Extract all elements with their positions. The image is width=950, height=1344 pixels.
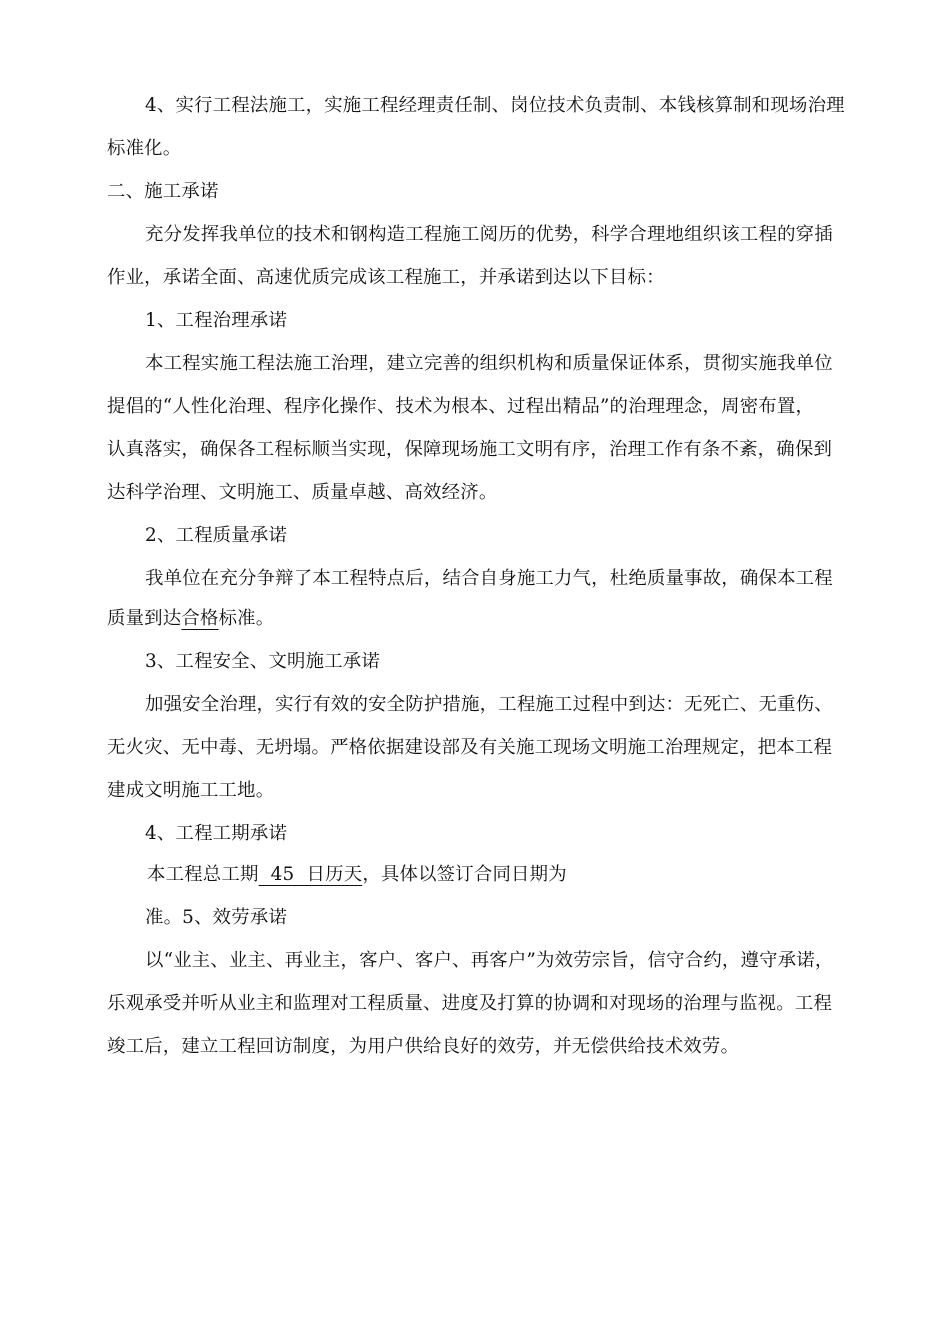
p4-heading: 4、工程工期承诺: [145, 823, 288, 844]
item4-line1: 4、实行工程法施工，实施工程经理责任制、岗位技术负责制、本钱核算制和现场治理: [145, 95, 845, 116]
p4-line2: 准。5、效劳承诺: [145, 907, 288, 928]
p3-line3: 建成文明施工工地。: [107, 780, 275, 801]
intro-line2: 作业，承诺全面、高速优质完成该工程施工，并承诺到达以下目标：: [107, 267, 665, 288]
p1-heading: 1、工程治理承诺: [145, 310, 288, 331]
p1-line1: 本工程实施工程法施工治理，建立完善的组织机构和质量保证体系，贯彻实施我单位: [145, 353, 833, 374]
p3-line1: 加强安全治理，实行有效的安全防护措施，工程施工过程中到达：无死亡、无重伤、: [145, 694, 833, 715]
p4-line1: [147, 862, 567, 888]
p2-line2-post: 标准。: [218, 608, 275, 629]
p5-line2: 乐观承受并听从业主和监理对工程质量、进度及打算的协调和对现场的治理与监视。工程: [107, 993, 833, 1014]
p2-line1: 我单位在充分争辩了本工程特点后，结合自身施工力气，杜绝质量事故，确保本工程: [145, 568, 833, 589]
p3-heading: 3、工程安全、文明施工承诺: [145, 651, 380, 672]
p5-line3: 竣工后，建立工程回访制度，为用户供给良好的效劳，并无偿供给技术效劳。: [107, 1036, 740, 1057]
p4-line1-post: ，具体以签订合同日期为: [362, 864, 567, 885]
p1-line2: 提倡的“人性化治理、程序化操作、技术为根本、过程出精品”的治理理念，周密布置，: [107, 396, 815, 417]
p4-line1-pre: 本工程总工期: [147, 864, 259, 885]
p2-line2-pre: 质量到达: [107, 608, 182, 629]
intro-line1: 充分发挥我单位的技术和钢构造工程施工阅历的优势，科学合理地组织该工程的穿插: [145, 224, 833, 245]
p2-line2: [107, 606, 274, 632]
quality-standard-value: 合格: [181, 608, 219, 629]
p2-heading: 2、工程质量承诺: [145, 525, 288, 546]
duration-value: 45 日历天: [258, 864, 363, 885]
p1-line3: 认真落实，确保各工程标顺当实现，保障现场施工文明有序，治理工作有条不紊，确保到: [107, 439, 833, 460]
section2-heading: 二、施工承诺: [107, 181, 219, 202]
p1-line4: 达科学治理、文明施工、质量卓越、高效经济。: [107, 482, 498, 503]
item4-line2: 标准化。: [107, 138, 182, 159]
p3-line2: 无火灾、无中毒、无坍塌。严格依据建设部及有关施工现场文明施工治理规定，把本工程: [107, 737, 833, 758]
p5-line1: 以“业主、业主、再业主，客户、客户、再客户”为效劳宗旨，信守合约，遵守承诺，: [145, 950, 834, 971]
